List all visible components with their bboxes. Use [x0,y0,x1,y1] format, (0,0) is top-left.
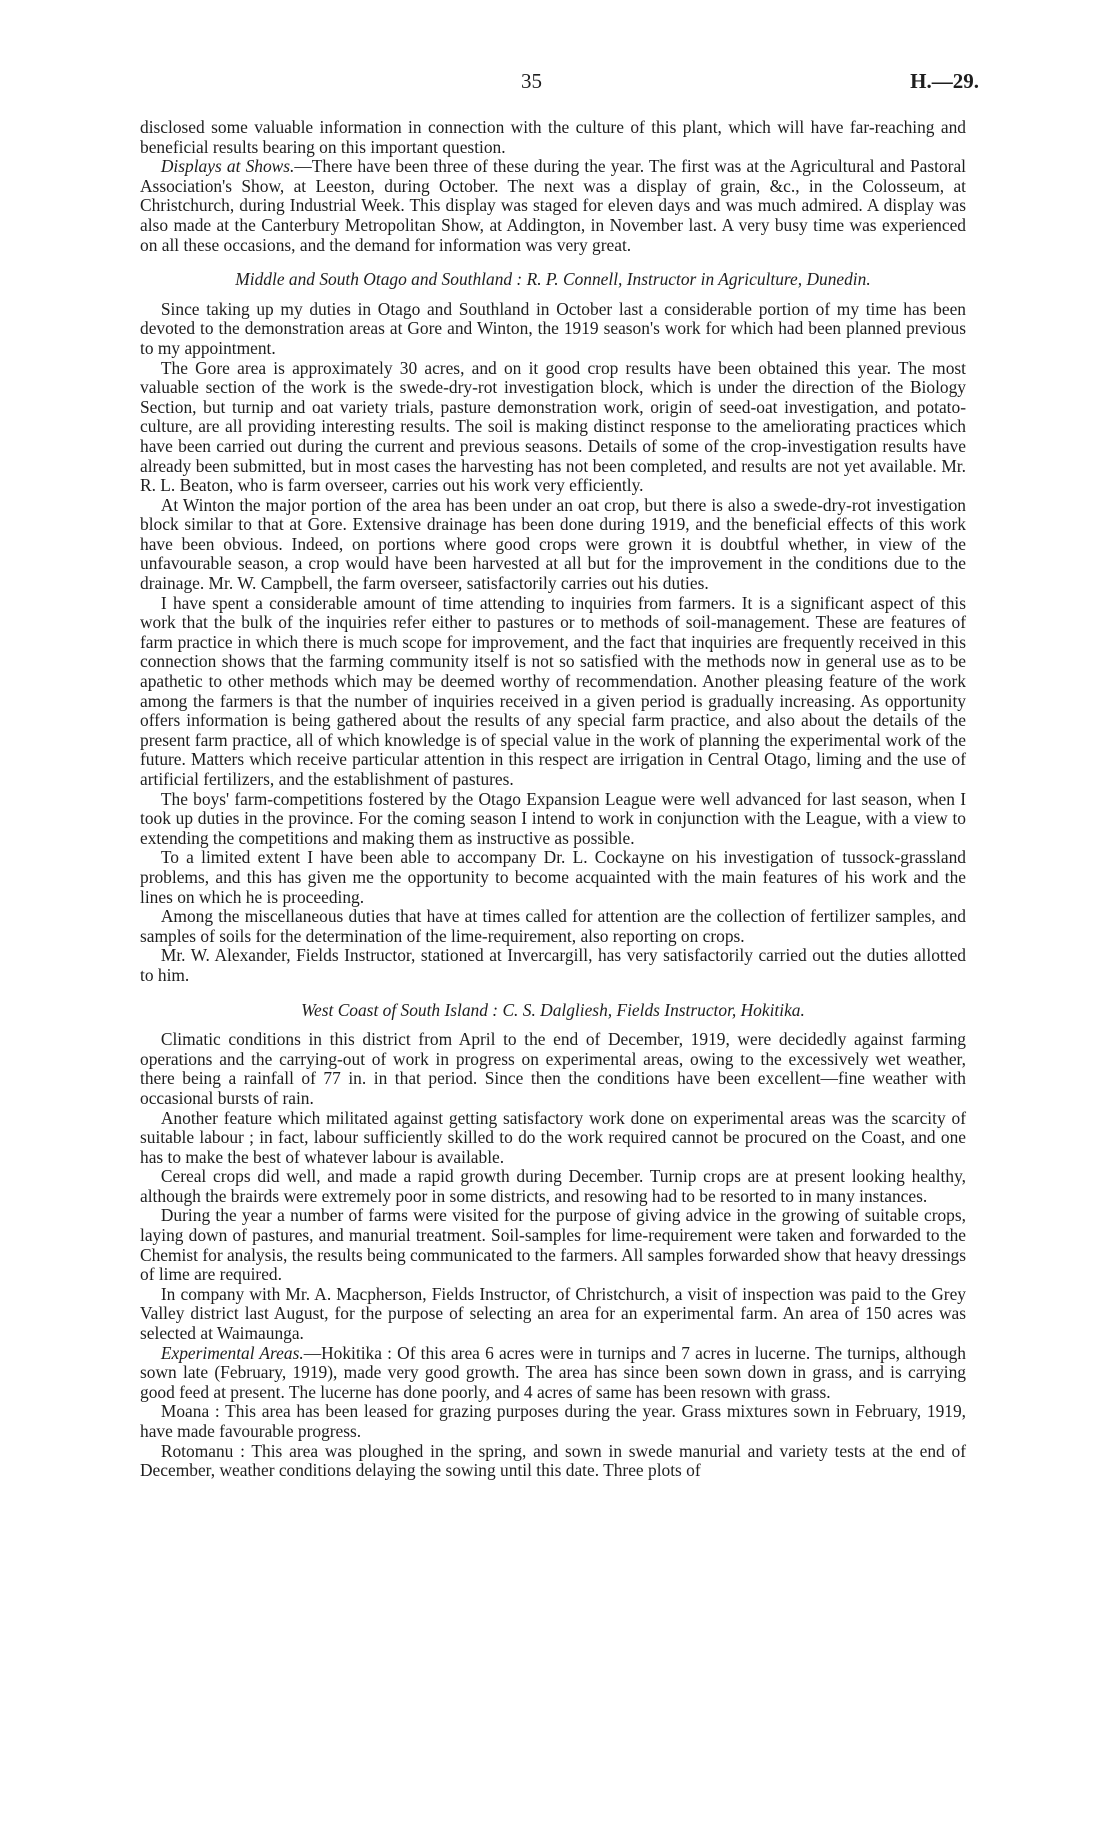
run-in-heading: Displays at Shows. [160,156,295,177]
paragraph: Displays at Shows.—There have been three of these during the year. The first was at the Agricultural and Pastoral Association's Show, at Leeston, during October. The next was a display of grain, &c., in the Colosseum, at Christchurch, during Industrial Week. This display was staged for eleven days and was much admired. A display was also made at the Canterbury Metropolitan Show, at Addington, in November last. A very busy time was experienced on all these occasions, and the demand for information was very great. [140,156,967,255]
paragraph: Another feature which militated against getting satisfactory work done on experimental areas was the scarcity of suitable labour ; in fact, labour sufficiently skilled to do the work required cannot be procured on the Coast, and one has to make the best of whatever labour is available. [140,1107,966,1167]
body-text [140,118,966,1481]
paragraph: During the year a number of farms were visited for the purpose of giving advice in the growing of suitable crops, laying down of pastures, and manurial treatment. Soil-samples for lime-requirement were taken and forwarded to the Chemist for analysis, the results being communicated to the farmers. All samples forwarded show that heavy dressings of lime are required. [140,1205,966,1285]
section-heading-otago: Middle and South Otago and Southland : R. P. Connell, Instructor in Agriculture, Dunedin. [235,269,871,290]
paragraph: I have spent a considerable amount of time attending to inquiries from farmers. It is a significant aspect of this work that the bulk of the inquiries refer either to pastures or to methods of soil-management. These are features of farm practice in which there is much scope for improvement, and the fact that inquiries are frequently received in this connection shows that the farming community itself is not so satisfied with the methods now in general use as to be apathetic to other methods which may be deemed worthy of recommendation. Another pleasing feature of the work among the farmers is that the number of inquiries received in a given period is gradually increasing. As opportunity offers information is being gathered about the results of any special farm practice, and also about the details of the present farm practice, all of which knowledge is of special value in the work of planning the experimental work of the future. Matters which receive particular attention in this respect are irrigation in Central Otago, liming and the use of artificial fertilizers, and the establishment of pastures. [140,592,966,789]
paragraph: Mr. W. Alexander, Fields Instructor, stationed at Invercargill, has very satisfactorily carried out the duties allotted to him. [140,945,966,985]
section-heading-west-coast: West Coast of South Island : C. S. Dalgliesh, Fields Instructor, Hokitika. [301,999,805,1020]
page-number: 35 [521,69,542,93]
paragraph: Experimental Areas.—Hokitika : Of this area 6 acres were in turnips and 7 acres in lucerne. The turnips, although sown late (February, 1919), made very good growth. The area has since been sown down in grass, and is carrying good feed at present. The lucerne has done poorly, and 4 acres of same has been resown with grass. [140,1342,966,1402]
document-reference: H.—29. [910,69,979,93]
paragraph: Among the miscellaneous duties that have at times called for attention are the collection of fertilizer samples, and samples of soils for the determination of the lime-requirement, also reporting on crops. [140,906,966,946]
paragraph: Since taking up my duties in Otago and Southland in October last a considerable portion of my time has been devoted to the demonstration areas at Gore and Winton, the 1919 season's work for which had been planned previous to my appointment. [140,298,966,358]
paragraph: To a limited extent I have been able to accompany Dr. L. Cockayne on his investigation of tussock-grassland problems, and this has given me the opportunity to become acquainted with the main features of his work and the lines on which he is proceeding. [140,847,966,907]
run-in-heading: Experimental Areas. [160,1342,304,1363]
paragraph: The Gore area is approximately 30 acres, and on it good crop results have been obtained this year. The most valuable section of the work is the swede-dry-rot investigation block, which is under the direction of the Biology Section, but turnip and oat variety trials, pasture demonstration work, origin of seed-oat investigation, and potato-culture, are all providing interesting results. The soil is making distinct response to the ameliorating practices which have been carried out during the current and previous seasons. Details of some of the crop-investigation results have already been submitted, but in most cases the harvesting has not been completed, and results are not yet available. Mr. R. L. Beaton, who is farm overseer, carries out his work very efficiently. [140,357,966,496]
paragraph: Rotomanu : This area was ploughed in the spring, and sown in swede manurial and variety tests at the end of December, weather conditions delaying the sowing until this date. Three plots of [140,1440,966,1481]
paragraph: Moana : This area has been leased for grazing purposes during the year. Grass mixtures sown in February, 1919, have made favourable progress. [140,1401,966,1441]
paragraph: In company with Mr. A. Macpherson, Fields Instructor, of Christchurch, a visit of inspection was paid to the Grey Valley district last August, for the purpose of selecting an area for an experimental farm. An area of 150 acres was selected at Waimaunga. [140,1283,966,1344]
paragraph: Cereal crops did well, and made a rapid growth during December. Turnip crops are at present looking healthy, although the brairds were extremely poor in some districts, and resowing had to be resorted to in many instances. [140,1166,966,1206]
paragraph: The boys' farm-competitions fostered by the Otago Expansion League were well advanced for last season, when I took up duties in the province. For the coming season I intend to work in conjunction with the League, with a view to extending the competitions and making them as instructive as possible. [140,788,966,848]
paragraph: At Winton the major portion of the area has been under an oat crop, but there is also a swede-dry-rot investigation block similar to that at Gore. Extensive drainage has been done during 1919, and the beneficial effects of this work have been obvious. Indeed, on portions where good crops were grown it is doubtful whether, in view of the unfavourable season, a crop would have been harvested at all but for the improvement in the conditions due to the drainage. Mr. W. Campbell, the farm overseer, satisfactorily carries out his duties. [140,494,966,594]
paragraph: Climatic conditions in this district from April to the end of December, 1919, were decidedly against farming operations and the carrying-out of work in progress on experimental areas, owing to the excessively wet weather, there being a rainfall of 77 in. in that period. Since then the conditions have been excellent—fine weather with occasional bursts of rain. [140,1029,966,1108]
paragraph: disclosed some valuable information in connection with the culture of this plant, which will have far-reaching and beneficial results bearing on this important question. [140,117,966,157]
